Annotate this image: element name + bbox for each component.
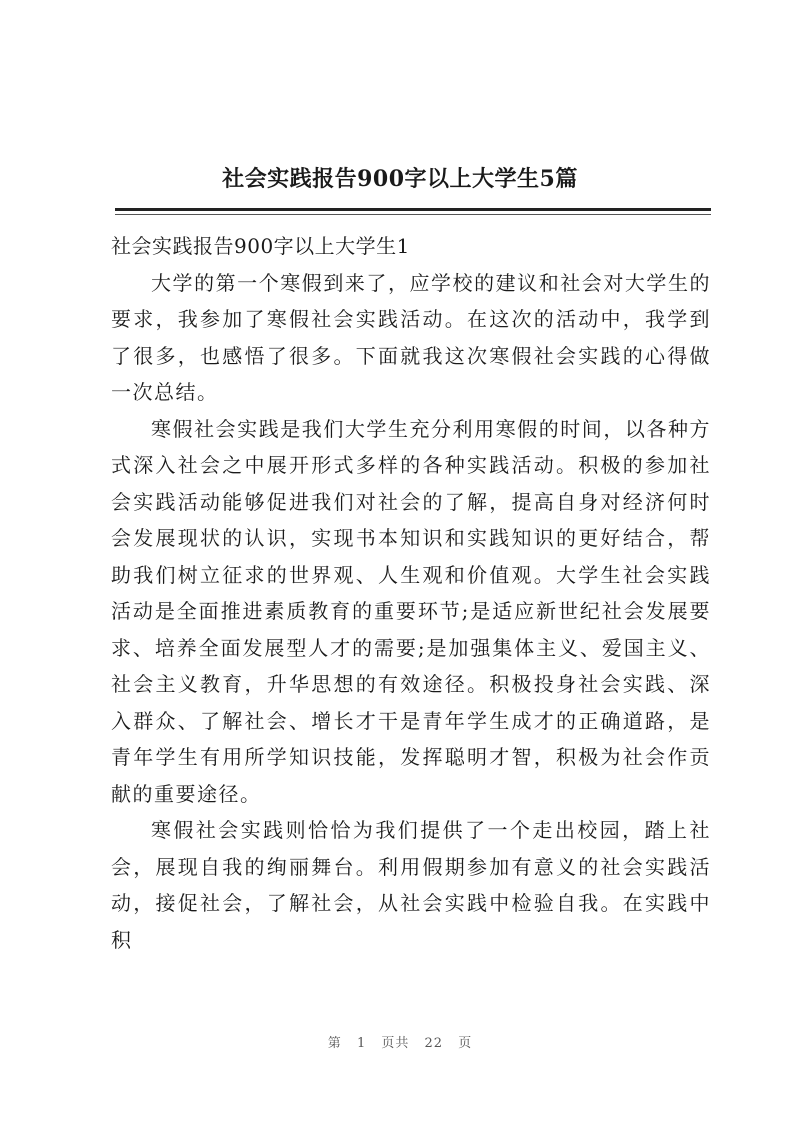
footer-page-number: 1 bbox=[356, 1036, 367, 1051]
footer-middle: 页共 bbox=[381, 1036, 410, 1051]
paragraph-1: 大学的第一个寒假到来了，应学校的建议和社会对大学生的要求，我参加了寒假社会实践活动。在这次的活动中，我学到了很多，也感悟了很多。下面就我这次寒假社会实践的心得做一次总结。 bbox=[111, 270, 711, 404]
title-divider-thick bbox=[115, 208, 711, 211]
paragraph-3: 寒假社会实践则恰恰为我们提供了一个走出校园，踏上社会，展现自我的绚丽舞台。利用假期参加有意义的社会实践活动，接促社会，了解社会，从社会实践中检验自我。在实践中积 bbox=[111, 818, 711, 952]
footer-total-pages: 22 bbox=[424, 1036, 444, 1051]
section-heading: 社会实践报告900字以上大学生1 bbox=[111, 234, 410, 258]
document-body bbox=[111, 226, 711, 958]
title-divider-thin bbox=[115, 214, 711, 215]
page-title: 社会实践报告900字以上大学生5篇 bbox=[222, 166, 578, 192]
footer-suffix: 页 bbox=[458, 1036, 473, 1051]
footer-prefix: 第 bbox=[327, 1036, 342, 1051]
page-footer bbox=[0, 1032, 800, 1051]
paragraph-2: 寒假社会实践是我们大学生充分利用寒假的时间，以各种方式深入社会之中展开形式多样的各种实践活动。积极的参加社会实践活动能够促进我们对社会的了解，提高自身对经济何时会发展现状的认识，实现书本知识和实践知识的更好结合，帮助我们树立征求的世界观、人生观和价值观。大学生社会实践活动是全面推进素质教育的重要环节;是适应新世纪社会发展要求、培养全面发展型人才的需要;是加强集体主义、爱国主义、社会主义教育，升华思想的有效途径。积极投身社会实践、深入群众、了解社会、增长才干是青年学生成才的正确道路，是青年学生有用所学知识技能，发挥聪明才智，积极为社会作贡献的重要途径。 bbox=[111, 416, 711, 806]
